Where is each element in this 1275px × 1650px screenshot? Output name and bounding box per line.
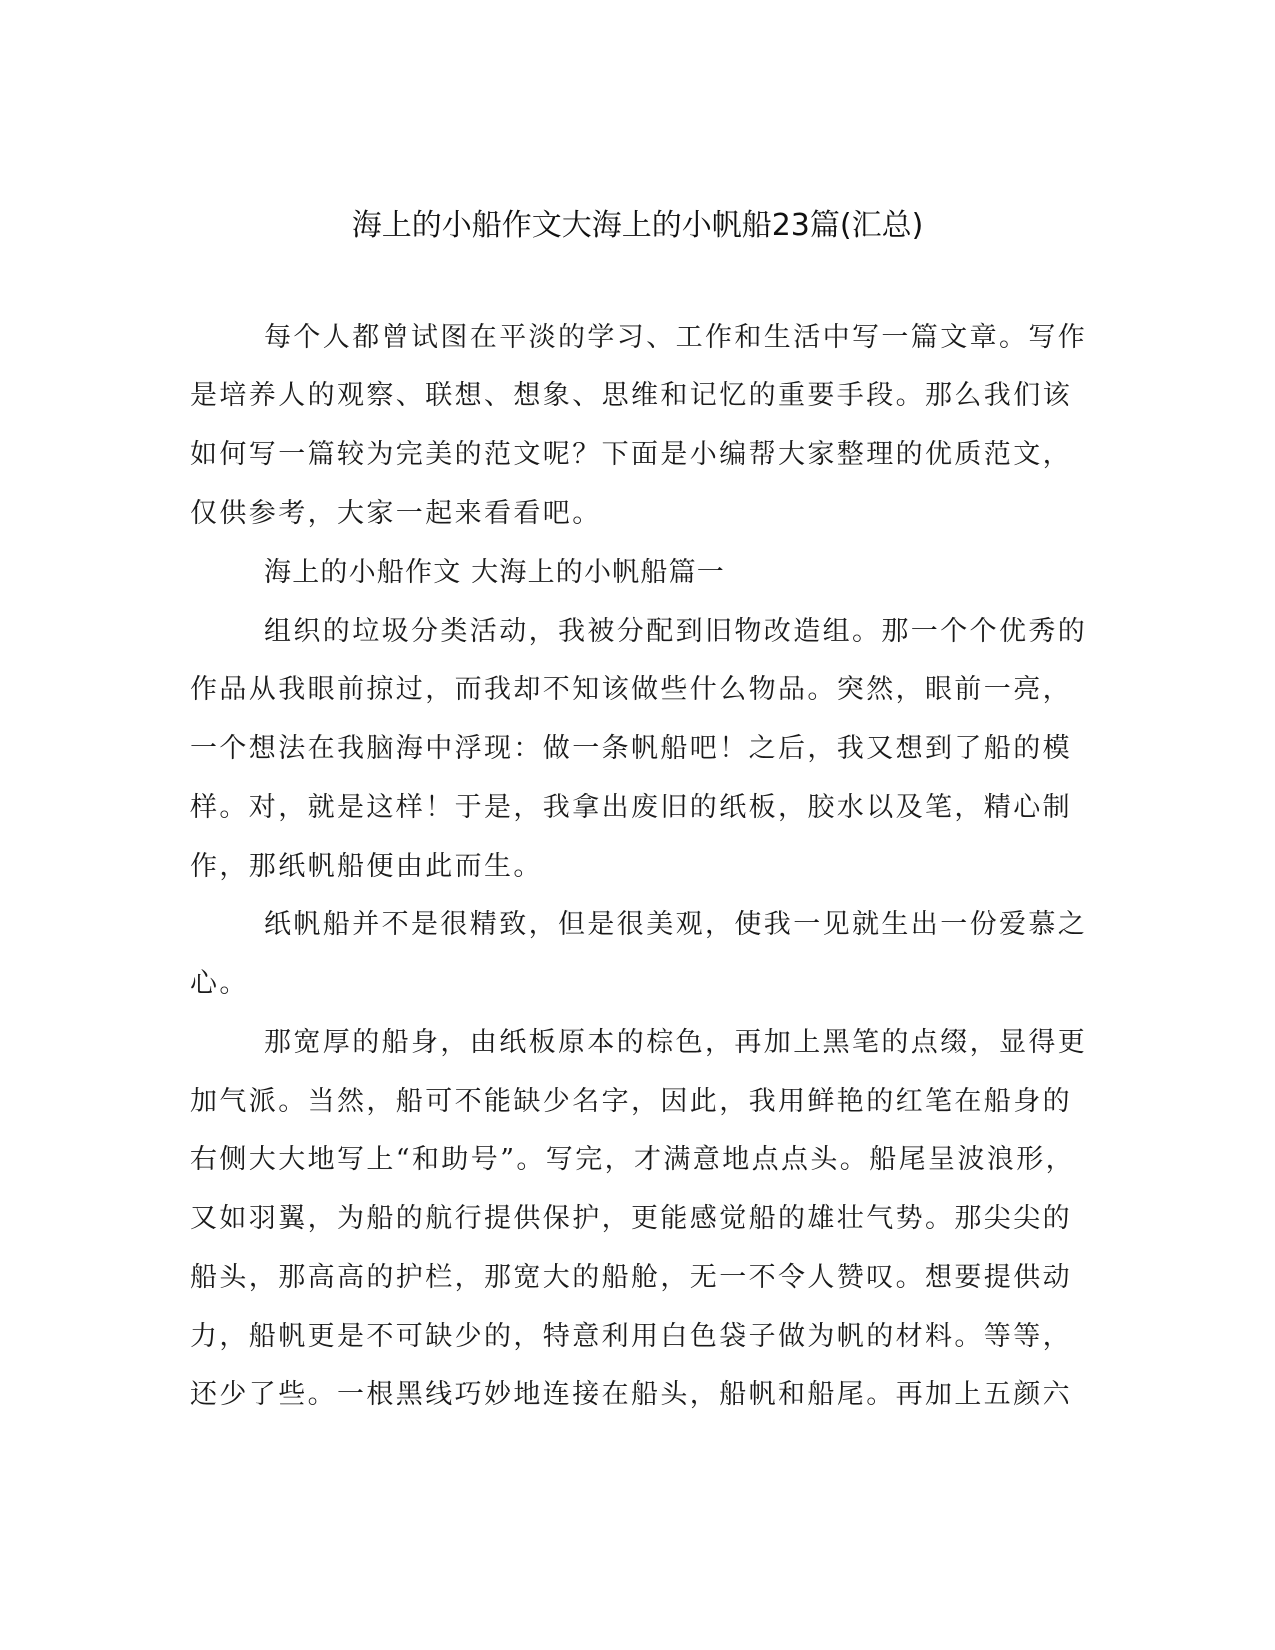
paragraph-line: 组织的垃圾分类活动，我被分配到旧物改造组。那一个个优秀的 (264, 616, 1088, 647)
document-title: 海上的小船作文大海上的小帆船23篇(汇总) (351, 208, 924, 243)
paragraph-line: 每个人都曾试图在平淡的学习、工作和生活中写一篇文章。写作 (264, 322, 1088, 353)
paragraph-line: 如何写一篇较为完美的范文呢？下面是小编帮大家整理的优质范文， (190, 439, 1072, 470)
paragraph-line: 船头，那高高的护栏，那宽大的船舱，无一不令人赞叹。想要提供动 (190, 1262, 1072, 1293)
paragraph-line: 仅供参考，大家一起来看看吧。 (190, 498, 602, 529)
paragraph-line: 作，那纸帆船便由此而生。 (190, 851, 543, 882)
paragraph-line: 样。对，就是这样！于是，我拿出废旧的纸板，胶水以及笔，精心制 (190, 792, 1072, 823)
paragraph-line: 是培养人的观察、联想、想象、思维和记忆的重要手段。那么我们该 (190, 380, 1072, 411)
paragraph-line: 力，船帆更是不可缺少的，特意利用白色袋子做为帆的材料。等等， (190, 1321, 1072, 1352)
paragraph-line: 又如羽翼，为船的航行提供保护，更能感觉船的雄壮气势。那尖尖的 (190, 1203, 1072, 1234)
paragraph-line: 心。 (190, 968, 249, 999)
paragraph-line: 一个想法在我脑海中浮现：做一条帆船吧！之后，我又想到了船的模 (190, 733, 1072, 764)
paragraph-line: 作品从我眼前掠过，而我却不知该做些什么物品。突然，眼前一亮， (190, 674, 1072, 705)
paragraph-line: 那宽厚的船身，由纸板原本的棕色，再加上黑笔的点缀，显得更 (264, 1027, 1088, 1058)
paragraph-line: 右侧大大地写上“和助号”。写完，才满意地点点头。船尾呈波浪形， (190, 1144, 1076, 1175)
paragraph-line: 纸帆船并不是很精致，但是很美观，使我一见就生出一份爱慕之 (264, 909, 1088, 940)
paragraph-line: 还少了些。一根黑线巧妙地连接在船头，船帆和船尾。再加上五颜六 (190, 1379, 1072, 1410)
paragraph-line: 加气派。当然，船可不能缺少名字，因此，我用鲜艳的红笔在船身的 (190, 1086, 1072, 1117)
section-heading: 海上的小船作文 大海上的小帆船篇一 (264, 557, 725, 588)
